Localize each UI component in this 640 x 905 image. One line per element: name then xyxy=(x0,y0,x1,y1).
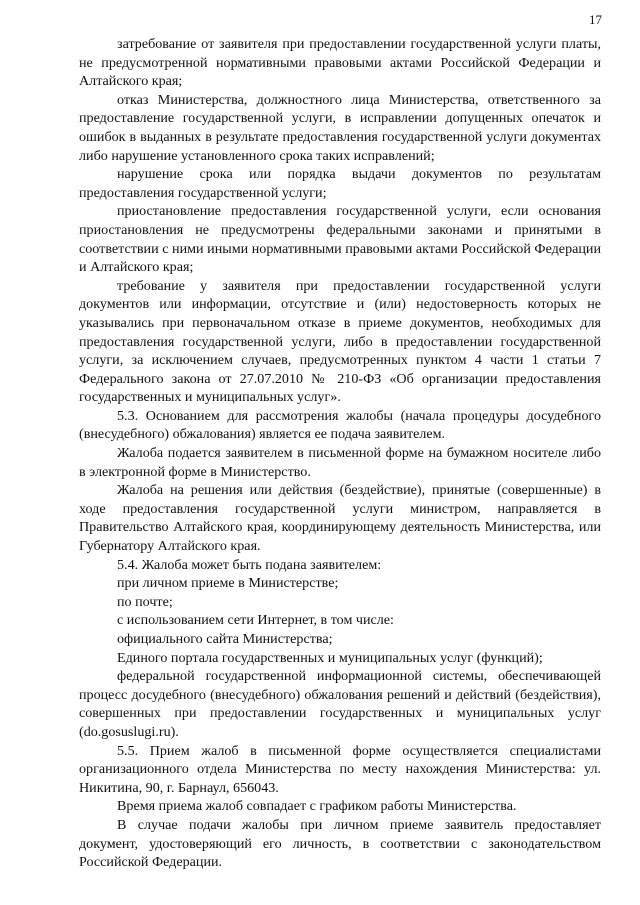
paragraph: отказ Министерства, должностного лица Министерства, ответственного за предоставление государственной услуги, в исправлении допущенных опечаток и ошибок в выданных в результате предоставления государственной услуги документах либо нарушение установленного срока таких исправлений; xyxy=(79,91,601,164)
list-item: федеральной государственной информационной системы, обеспечивающей процесс досудебного (внесудебного) обжалования решений и действий (бездействия), совершенных при предоставлении государственных и муниципальных услуг (do.gosuslugi.ru). xyxy=(79,668,601,740)
list-item: Единого портала государственных и муниципальных услуг (функций); xyxy=(117,649,543,666)
paragraph: 5.5. Прием жалоб в письменной форме осуществляется специалистами организационного отдела Министерства по месту нахождения Министерства: ул. Никитина, 90, г. Барнаул, 656043. xyxy=(79,742,601,796)
list-item: при личном приеме в Министерстве; xyxy=(117,575,339,592)
list-item: официального сайта Министерства; xyxy=(117,631,333,647)
list-item: с использованием сети Интернет, в том числе: xyxy=(117,612,394,629)
paragraph: нарушение срока или порядка выдачи документов по результатам предоставления государственной услуги; xyxy=(79,166,601,201)
list-item: по почте; xyxy=(117,593,173,610)
paragraph: В случае подачи жалобы при личном приеме заявитель предоставляет документ, удостоверяющий его личность, в соответствии с законодательством Российской Федерации. xyxy=(79,816,601,871)
paragraph: Жалоба подается заявителем в письменной форме на бумажном носителе либо в электронной форме в Министерство. xyxy=(79,445,601,480)
paragraph: приостановление предоставления государственной услуги, если основания приостановления не предусмотрены федеральными законами и принятыми в соответствии с ними иными нормативными правовыми актами Российской Федерации и Алтайского края; xyxy=(79,203,601,276)
paragraph: затребование от заявителя при предоставлении государственной услуги платы, не предусмотренной нормативными правовыми актами Российской Федерации и Алтайского края; xyxy=(79,36,601,90)
paragraph: требование у заявителя при предоставлении государственной услуги документов или информации, отсутствие и (или) недостоверность которых не указывались при первоначальном отказе в приеме документов, необходимых для предоставления государственной услуги, либо в предоставлении государственной услуги, за исключением случаев, предусмотренных пунктом 4 части 1 статьи 7 Федерального закона от 27.07.2010 № 210-ФЗ «Об организации предоставления государственных и муниципальных услуг». xyxy=(79,277,601,406)
document-body xyxy=(79,35,601,872)
paragraph: Жалоба на решения или действия (бездействие), принятые (совершенные) в ходе предоставления государственной услуги министром, направляется в Правительство Алтайского края, координирующему деятельность Министерства, или Губернатору Алтайского края. xyxy=(79,482,601,555)
page-number: 17 xyxy=(589,12,602,27)
paragraph: 5.3. Основанием для рассмотрения жалобы (начала процедуры досудебного (внесудебного) обжалования) является ее подача заявителем. xyxy=(79,407,601,443)
paragraph: 5.4. Жалоба может быть подана заявителем: xyxy=(117,556,382,573)
paragraph: Время приема жалоб совпадает с графиком работы Министерства. xyxy=(117,798,517,815)
